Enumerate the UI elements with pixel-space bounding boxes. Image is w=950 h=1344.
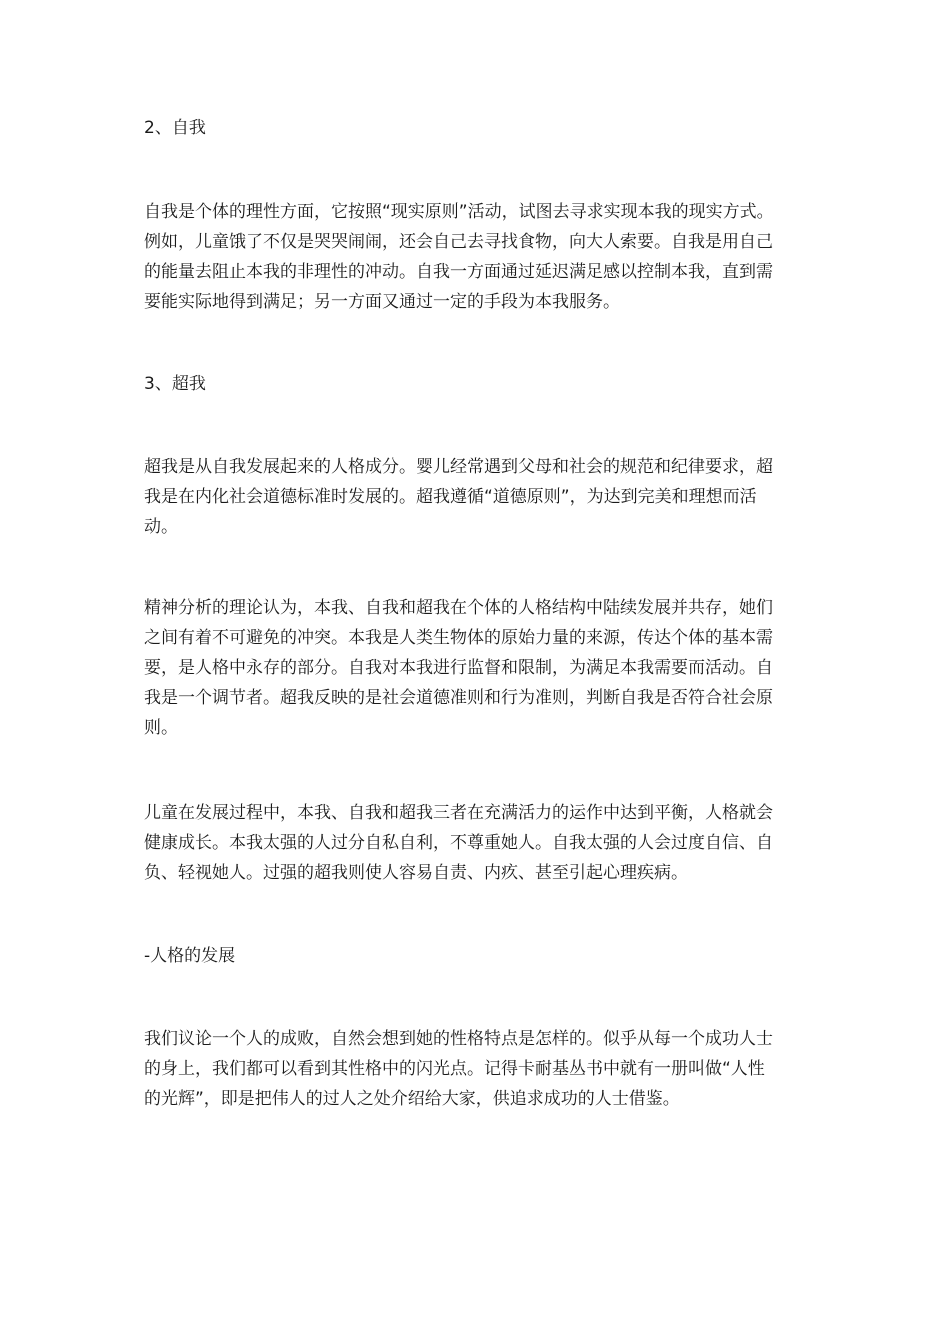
text-line: 3、超我 xyxy=(144,374,206,394)
text-line: 的能量去阻止本我的非理性的冲动。自我一方面通过延迟满足感以控制本我，直到需 xyxy=(144,262,773,282)
text-line: 我们议论一个人的成败，自然会想到她的性格特点是怎样的。似乎从每一个成功人士 xyxy=(144,1029,773,1049)
text-line: 要能实际地得到满足；另一方面又通过一定的手段为本我服务。 xyxy=(144,292,620,312)
paragraph-ego xyxy=(144,197,804,317)
text-line: 自我是个体的理性方面，它按照“现实原则”活动，试图去寻求实现本我的现实方式。 xyxy=(144,202,774,222)
text-line: 我是一个调节者。超我反映的是社会道德准则和行为准则，判断自我是否符合社会原 xyxy=(144,688,773,708)
paragraph-superego xyxy=(144,452,804,542)
text-line: 儿童在发展过程中，本我、自我和超我三者在充满活力的运作中达到平衡，人格就会 xyxy=(144,803,773,823)
heading-personality-development xyxy=(144,941,804,971)
text-line: 健康成长。本我太强的人过分自私自利，不尊重她人。自我太强的人会过度自信、自 xyxy=(144,833,773,853)
text-line: 负、轻视她人。过强的超我则使人容易自责、内疚、甚至引起心理疾病。 xyxy=(144,863,688,883)
text-line: 则。 xyxy=(144,718,178,738)
text-line: 2、自我 xyxy=(144,118,206,138)
text-line: 精神分析的理论认为，本我、自我和超我在个体的人格结构中陆续发展并共存，她们 xyxy=(144,598,773,618)
paragraph-success xyxy=(144,1024,804,1114)
heading-superego xyxy=(144,369,804,399)
text-line: 例如，儿童饿了不仅是哭哭闹闹，还会自己去寻找食物，向大人索要。自我是用自己 xyxy=(144,232,773,252)
text-line: 我是在内化社会道德标准时发展的。超我遵循“道德原则”，为达到完美和理想而活 xyxy=(144,487,757,507)
text-line: 之间有着不可避免的冲突。本我是人类生物体的原始力量的来源，传达个体的基本需 xyxy=(144,628,773,648)
paragraph-psychoanalysis xyxy=(144,593,804,743)
text-line: -人格的发展 xyxy=(144,946,236,966)
text-line: 的身上，我们都可以看到其性格中的闪光点。记得卡耐基丛书中就有一册叫做“人性 xyxy=(144,1059,765,1079)
text-line: 的光辉”，即是把伟人的过人之处介绍给大家，供追求成功的人士借鉴。 xyxy=(144,1089,680,1109)
text-line: 要，是人格中永存的部分。自我对本我进行监督和限制，为满足本我需要而活动。自 xyxy=(144,658,773,678)
text-line: 动。 xyxy=(144,517,178,537)
paragraph-balance xyxy=(144,798,804,888)
heading-ego xyxy=(144,113,804,143)
text-line: 超我是从自我发展起来的人格成分。婴儿经常遇到父母和社会的规范和纪律要求，超 xyxy=(144,457,773,477)
